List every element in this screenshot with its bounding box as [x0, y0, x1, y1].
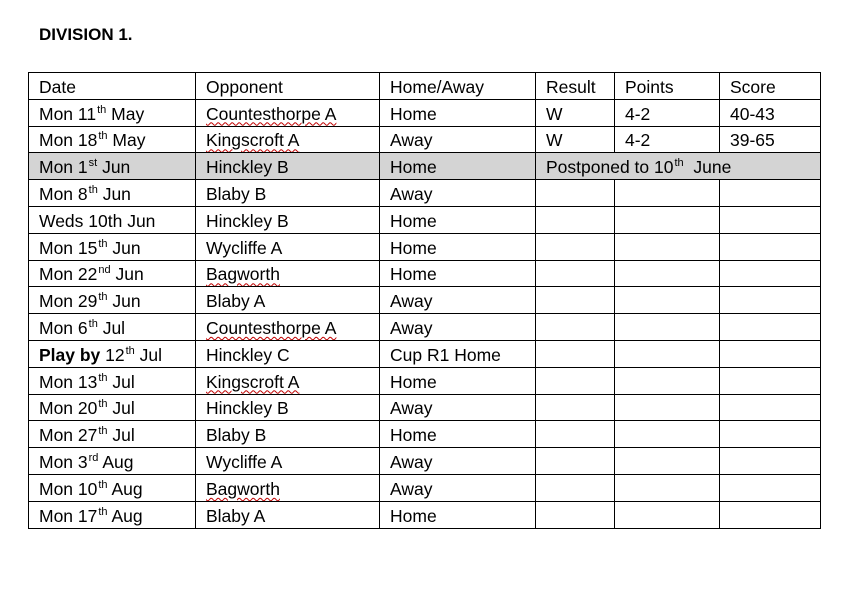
cell-home-away: Home — [380, 367, 536, 394]
table-row — [29, 233, 821, 260]
cell-date — [29, 126, 196, 153]
opponent-text: Bagworth — [206, 478, 280, 499]
date-month-text: Aug — [107, 505, 143, 526]
opponent-text: Hinckley B — [206, 398, 289, 419]
cell-result — [536, 448, 615, 475]
fixtures-table — [28, 72, 821, 529]
cell-date — [29, 340, 196, 367]
date-pre-text: Weds 10th Jun — [39, 210, 156, 231]
cell-result — [536, 180, 615, 207]
cell-home-away: Away — [380, 126, 536, 153]
note-pre-text: Postponed to 10 — [546, 157, 674, 178]
cell-home-away: Home — [380, 99, 536, 126]
cell-points — [615, 287, 720, 314]
cell-opponent — [196, 340, 380, 367]
date-month-text: May — [107, 130, 146, 151]
cell-points — [615, 448, 720, 475]
date-month-text: Jul — [97, 317, 126, 338]
cell-date — [29, 421, 196, 448]
cell-home-away: Away — [380, 394, 536, 421]
note-post-text: June — [683, 157, 732, 178]
opponent-text: Hinckley B — [206, 157, 289, 178]
cell-opponent — [196, 233, 380, 260]
table-row — [29, 474, 821, 501]
date-day-text: 12 — [100, 344, 125, 365]
date-month-text: Jul — [107, 425, 135, 446]
date-sup-text: th — [98, 371, 108, 384]
date-sup-text: th — [97, 103, 107, 116]
cell-points: 4-2 — [615, 126, 720, 153]
fixtures-table-body — [29, 73, 821, 529]
date-bold-text: Play by — [39, 344, 101, 365]
cell-home-away: Home — [380, 233, 536, 260]
opponent-text: Blaby B — [206, 183, 267, 204]
cell-date — [29, 501, 196, 528]
cell-date — [29, 180, 196, 207]
date-month-text: Jun — [97, 157, 131, 178]
date-month-text: Jun — [97, 183, 131, 204]
cell-opponent — [196, 287, 380, 314]
cell-result — [536, 421, 615, 448]
date-sup-text: th — [88, 317, 98, 330]
date-month-text: Jul — [134, 344, 163, 365]
date-day-text: Mon 8 — [39, 183, 88, 204]
cell-opponent — [196, 501, 380, 528]
cell-home-away: Home — [380, 421, 536, 448]
cell-points — [615, 501, 720, 528]
note-sup-text: th — [674, 157, 684, 170]
cell-result — [536, 206, 615, 233]
date-sup-text: th — [98, 291, 108, 304]
table-row — [29, 501, 821, 528]
date-day-text: Mon 18 — [39, 130, 98, 151]
table-row — [29, 153, 821, 180]
cell-opponent — [196, 99, 380, 126]
cell-postponed-note — [536, 153, 821, 180]
header-result: Result — [536, 73, 615, 100]
table-row — [29, 367, 821, 394]
cell-date — [29, 367, 196, 394]
date-month-text: Jul — [107, 371, 135, 392]
cell-home-away: Away — [380, 180, 536, 207]
date-day-text: Mon 17 — [39, 505, 98, 526]
cell-score — [720, 421, 821, 448]
cell-date — [29, 153, 196, 180]
opponent-text: Kingscroft A — [206, 130, 300, 151]
date-day-text: Mon 22 — [39, 264, 98, 285]
cell-opponent — [196, 126, 380, 153]
cell-opponent — [196, 367, 380, 394]
cell-result — [536, 394, 615, 421]
cell-home-away: Home — [380, 501, 536, 528]
cell-home-away: Away — [380, 287, 536, 314]
cell-score — [720, 314, 821, 341]
table-row — [29, 206, 821, 233]
cell-points — [615, 340, 720, 367]
cell-score — [720, 287, 821, 314]
cell-opponent — [196, 206, 380, 233]
date-day-text: Mon 20 — [39, 398, 98, 419]
cell-date — [29, 287, 196, 314]
cell-opponent — [196, 260, 380, 287]
date-sup-text: th — [88, 183, 98, 196]
cell-points — [615, 394, 720, 421]
cell-opponent — [196, 314, 380, 341]
opponent-text: Hinckley C — [206, 344, 290, 365]
cell-result — [536, 233, 615, 260]
opponent-text: Countesthorpe A — [206, 317, 337, 338]
date-sup-text: th — [98, 237, 108, 250]
cell-opponent — [196, 180, 380, 207]
date-sup-text: th — [98, 130, 108, 143]
header-date: Date — [29, 73, 196, 100]
table-row — [29, 394, 821, 421]
date-sup-text: th — [125, 344, 135, 357]
cell-result — [536, 367, 615, 394]
table-row — [29, 340, 821, 367]
date-month-text: Aug — [98, 451, 134, 472]
date-sup-text: th — [98, 425, 108, 438]
cell-date — [29, 260, 196, 287]
cell-score — [720, 474, 821, 501]
cell-score — [720, 233, 821, 260]
cell-opponent — [196, 394, 380, 421]
cell-result — [536, 340, 615, 367]
date-sup-text: th — [98, 478, 108, 491]
cell-home-away: Away — [380, 474, 536, 501]
cell-home-away: Home — [380, 260, 536, 287]
date-month-text: Jul — [107, 398, 135, 419]
table-row — [29, 287, 821, 314]
cell-opponent — [196, 421, 380, 448]
date-month-text: Jun — [110, 264, 144, 285]
table-row — [29, 126, 821, 153]
cell-points: 4-2 — [615, 99, 720, 126]
cell-home-away: Cup R1 Home — [380, 340, 536, 367]
document-heading: DIVISION 1. — [39, 25, 133, 44]
opponent-text: Bagworth — [206, 264, 280, 285]
table-row — [29, 421, 821, 448]
cell-points — [615, 180, 720, 207]
cell-date — [29, 99, 196, 126]
cell-date — [29, 394, 196, 421]
date-day-text: Mon 13 — [39, 371, 98, 392]
date-day-text: Mon 15 — [39, 237, 98, 258]
opponent-text: Wycliffe A — [206, 451, 283, 472]
date-day-text: Mon 27 — [39, 425, 98, 446]
table-row — [29, 260, 821, 287]
table-row — [29, 180, 821, 207]
cell-score — [720, 448, 821, 475]
date-day-text: Mon 1 — [39, 157, 88, 178]
cell-result: W — [536, 126, 615, 153]
date-day-text: Mon 10 — [39, 478, 98, 499]
cell-date — [29, 233, 196, 260]
date-sup-text: nd — [98, 264, 111, 277]
cell-home-away: Away — [380, 448, 536, 475]
opponent-text: Wycliffe A — [206, 237, 283, 258]
cell-result — [536, 474, 615, 501]
cell-result: W — [536, 99, 615, 126]
cell-date — [29, 448, 196, 475]
cell-result — [536, 287, 615, 314]
cell-score — [720, 206, 821, 233]
date-day-text: Mon 3 — [39, 451, 88, 472]
date-month-text: May — [106, 103, 145, 124]
cell-result — [536, 314, 615, 341]
cell-date — [29, 474, 196, 501]
cell-score — [720, 501, 821, 528]
cell-result — [536, 260, 615, 287]
table-row — [29, 314, 821, 341]
opponent-text: Hinckley B — [206, 210, 289, 231]
cell-points — [615, 233, 720, 260]
cell-score — [720, 394, 821, 421]
date-day-text: Mon 6 — [39, 317, 88, 338]
cell-opponent — [196, 153, 380, 180]
date-month-text: Jun — [107, 237, 141, 258]
date-sup-text: st — [88, 157, 98, 170]
cell-score — [720, 340, 821, 367]
cell-points — [615, 474, 720, 501]
date-sup-text: th — [98, 505, 108, 518]
cell-score — [720, 367, 821, 394]
table-row — [29, 448, 821, 475]
header-opponent: Opponent — [196, 73, 380, 100]
cell-score — [720, 180, 821, 207]
date-sup-text: th — [98, 398, 108, 411]
cell-points — [615, 206, 720, 233]
header-score: Score — [720, 73, 821, 100]
cell-home-away: Home — [380, 206, 536, 233]
table-header-row — [29, 73, 821, 100]
opponent-text: Blaby B — [206, 425, 267, 446]
cell-opponent — [196, 474, 380, 501]
date-month-text: Aug — [107, 478, 143, 499]
cell-points — [615, 367, 720, 394]
cell-result — [536, 501, 615, 528]
header-points: Points — [615, 73, 720, 100]
cell-home-away: Home — [380, 153, 536, 180]
cell-score: 40-43 — [720, 99, 821, 126]
cell-score: 39-65 — [720, 126, 821, 153]
opponent-text: Countesthorpe A — [206, 103, 337, 124]
table-row — [29, 99, 821, 126]
cell-home-away: Away — [380, 314, 536, 341]
cell-date — [29, 314, 196, 341]
date-day-text: Mon 29 — [39, 291, 98, 312]
date-sup-text: rd — [88, 451, 99, 464]
cell-opponent — [196, 448, 380, 475]
cell-points — [615, 314, 720, 341]
date-month-text: Jun — [107, 291, 141, 312]
cell-points — [615, 260, 720, 287]
header-home-away: Home/Away — [380, 73, 536, 100]
cell-points — [615, 421, 720, 448]
date-day-text: Mon 11 — [39, 103, 97, 124]
opponent-text: Kingscroft A — [206, 371, 300, 392]
opponent-text: Blaby A — [206, 505, 266, 526]
opponent-text: Blaby A — [206, 291, 266, 312]
cell-date — [29, 206, 196, 233]
cell-score — [720, 260, 821, 287]
